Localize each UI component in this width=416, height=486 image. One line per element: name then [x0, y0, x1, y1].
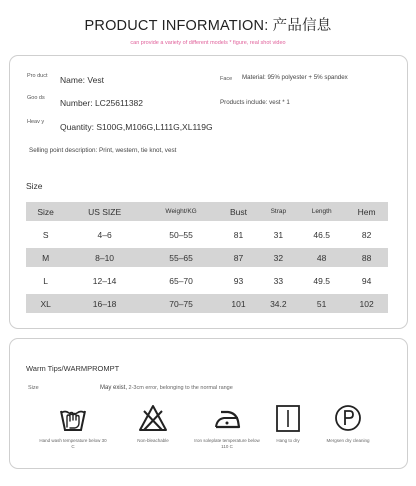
cell-bust: 81 — [233, 229, 244, 240]
care-iron — [192, 403, 262, 450]
iron-icon — [212, 403, 242, 433]
cell-strap: 34.2 — [259, 294, 298, 313]
cell-size: S — [42, 229, 49, 240]
cell-bust: 93 — [233, 275, 244, 286]
table-row — [26, 294, 388, 313]
hang-dry-icon — [273, 403, 303, 433]
col-size: Size — [26, 202, 65, 221]
cell-strap: 31 — [273, 229, 284, 240]
warm-tips-title: Warm Tips/WARMPROMPT — [26, 364, 120, 373]
size-table-header — [26, 202, 388, 221]
table-row — [26, 271, 388, 290]
cell-strap: 33 — [273, 275, 284, 286]
product-name: Name: Vest — [60, 75, 104, 85]
fabric-label: Face — [220, 76, 233, 82]
col-us-size: US SIZE — [65, 202, 144, 221]
care-label: Hang to dry — [276, 438, 300, 443]
col-strap: Strap — [259, 202, 298, 221]
warm-size-label: Size — [28, 385, 39, 391]
cell-weight: 50–55 — [169, 229, 193, 240]
care-hand-wash — [38, 403, 108, 450]
may-exist-detail: 2-3cm error, belonging to the normal range — [128, 385, 233, 391]
cell-length: 46.5 — [313, 229, 330, 240]
page-subtitle: can provide a variety of different models * figure, real shot video — [130, 40, 286, 46]
cell-us-size: 16–18 — [65, 294, 144, 313]
cell-size: L — [43, 275, 49, 286]
table-row — [26, 225, 388, 244]
cell-weight: 55–65 — [144, 248, 218, 267]
care-label: Hand wash temperature below 30 C — [39, 438, 107, 449]
page-title: PRODUCT INFORMATION: 产品信息 — [84, 18, 332, 34]
products-include: Products include: vest * 1 — [220, 99, 290, 106]
cell-weight: 70–75 — [144, 294, 218, 313]
heavy-label: Heav y — [27, 119, 45, 125]
may-exist-text: May exist, — [100, 385, 128, 391]
care-no-bleach — [118, 403, 188, 444]
cell-us-size: 4–6 — [97, 229, 112, 240]
hand-wash-icon — [58, 403, 88, 433]
care-dry-clean — [313, 403, 383, 444]
col-weight: Weight/KG — [144, 202, 218, 221]
cell-bust: 101 — [218, 294, 258, 313]
col-hem: Hem — [345, 202, 388, 221]
care-label: Non-bleachable — [137, 438, 169, 443]
cell-size: M — [26, 248, 65, 267]
col-bust: Bust — [218, 202, 258, 221]
cell-us-size: 8–10 — [65, 248, 144, 267]
cell-weight: 65–70 — [169, 275, 193, 286]
cell-hem: 88 — [345, 248, 388, 267]
cell-strap: 32 — [259, 248, 298, 267]
cell-length: 51 — [298, 294, 345, 313]
cell-hem: 94 — [361, 275, 372, 286]
dry-clean-p-icon — [333, 403, 363, 433]
cell-length: 48 — [298, 248, 345, 267]
material-text: Material: 95% polyester + 5% spandex — [242, 74, 348, 81]
cell-hem: 102 — [345, 294, 388, 313]
quantity-text: Quantity: S100G,M106G,L111G,XL119G — [60, 122, 213, 132]
care-label: Iron soleplate temperature below 110 C — [194, 438, 260, 449]
page-header — [0, 0, 416, 46]
selling-point: Selling point description: Print, western, tie knot, vest — [29, 147, 177, 154]
warm-tips-card — [9, 338, 408, 469]
col-length: Length — [298, 202, 345, 221]
cell-length: 49.5 — [313, 275, 330, 286]
cell-bust: 87 — [218, 248, 258, 267]
cell-us-size: 12–14 — [92, 275, 117, 286]
size-table — [26, 198, 388, 317]
goods-label: Goo ds — [27, 95, 45, 101]
cell-size: XL — [26, 294, 65, 313]
size-section-title: Size — [26, 181, 43, 191]
no-bleach-icon — [138, 403, 168, 433]
product-label: Pro duct — [27, 73, 48, 79]
product-number: Number: LC25611382 — [60, 98, 144, 108]
table-row — [26, 248, 388, 267]
size-error-note — [100, 385, 233, 391]
cell-hem: 82 — [361, 229, 372, 240]
care-label: Mergsen dry cleaning — [326, 438, 370, 443]
